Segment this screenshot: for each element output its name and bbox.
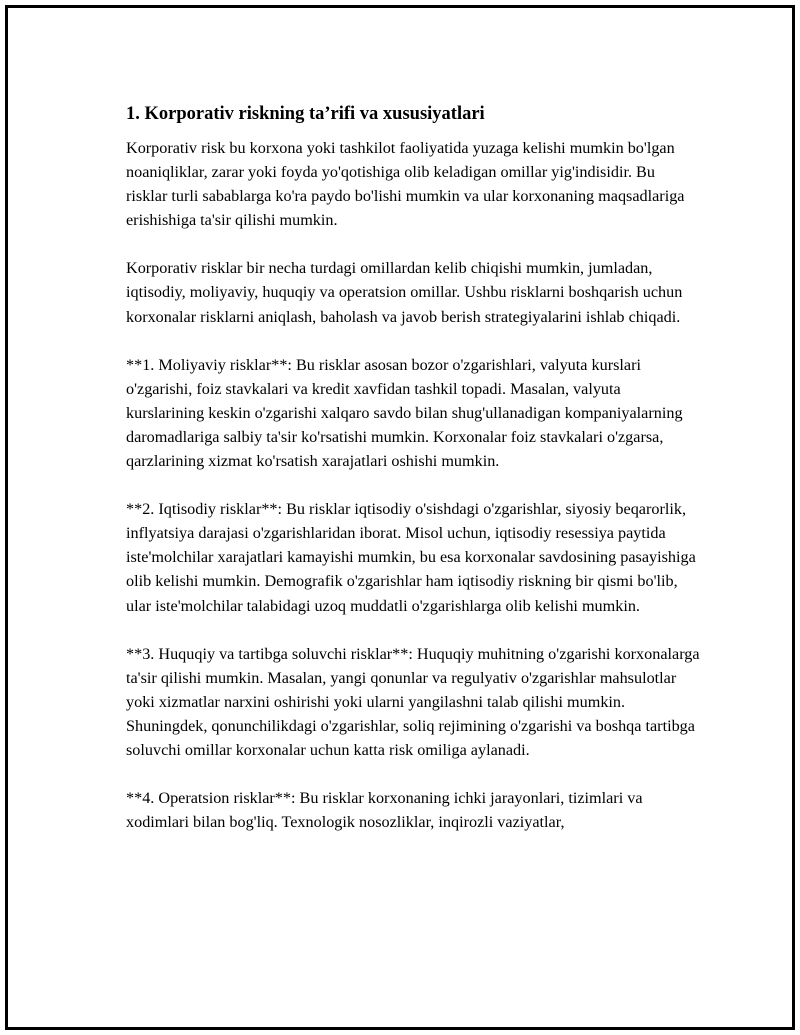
paragraph-risk-factors: Korporativ risklar bir necha turdagi omillardan kelib chiqishi mumkin, jumladan, iqtisodiy, moliyaviy, huquqiy va operatsion omillar. Ushbu risklarni boshqarish uchun korxonalar risklarni aniqlash, baholash va javob berish strategiyalarini ishlab chiqadi. — [126, 259, 683, 326]
paragraph-definition: Korporativ risk bu korxona yoki tashkilot faoliyatida yuzaga kelishi mumkin bo'lgan noaniqliklar, zarar yoki foyda yo'qotishiga olib keladigan omillar yig'indisidir. Bu risklar turli sabablarga ko'ra paydo bo'lishi mumkin va ular korxonaning maqsadlariga erishishiga ta'sir qilishi mumkin. — [126, 139, 685, 230]
document-body — [120, 101, 700, 858]
paragraph-operational-risks: **4. Operatsion risklar**: Bu risklar korxonaning ichki jarayonlari, tizimlari va xodimlari bilan bog'liq. Texnologik nosozliklar, inqirozli vaziyatlar, — [126, 789, 643, 832]
page-frame — [5, 5, 795, 1030]
paragraph-legal-risks: **3. Huquqiy va tartibga soluvchi risklar**: Huquqiy muhitning o'zgarishi korxonalarga ta'sir qilishi mumkin. Masalan, yangi qonunlar va regulyativ o'zgarishlar mahsulotlar yoki xizmatlar narxini oshirishi yoki ularni yangilashni talab qilishi mumkin. Shuningdek, qonunchilikdagi o'zgarishlar, soliq rejimining o'zgarishi va boshqa tartibga soluvchi omillar korxonalar uchun katta risk omiliga aylanadi. — [126, 644, 700, 759]
paragraph-economic-risks: **2. Iqtisodiy risklar**: Bu risklar iqtisodiy o'sishdagi o'zgarishlar, siyosiy beqarorlik, inflyatsiya darajasi o'zgarishlaridan iborat. Misol uchun, iqtisodiy resessiya paytida iste'molchilar xarajatlari kamayishi mumkin, bu esa korxonalar savdosining pasayishiga olib kelishi mumkin. Demografik o'zgarishlar ham iqtisodiy riskning bir qismi bo'lib, ular iste'molchilar talabidagi uzoq muddatli o'zgarishlarga olib kelishi mumkin. — [126, 500, 696, 615]
section-heading: 1. Korporativ riskning ta’rifi va xususiyatlari — [126, 104, 485, 124]
paragraph-financial-risks: **1. Moliyaviy risklar**: Bu risklar asosan bozor o'zgarishlari, valyuta kurslari o'zgarishi, foiz stavkalari va kredit xavfidan tashkil topadi. Masalan, valyuta kurslarining keskin o'zgarishi xalqaro savdo bilan shug'ullanadigan kompaniyalarning daromadlariga salbiy ta'sir ko'rsatishi mumkin. Korxonalar foiz stavkalari o'zgarsa, qarzlarining xizmat ko'rsatish xarajatlari oshishi mumkin. — [126, 355, 683, 471]
